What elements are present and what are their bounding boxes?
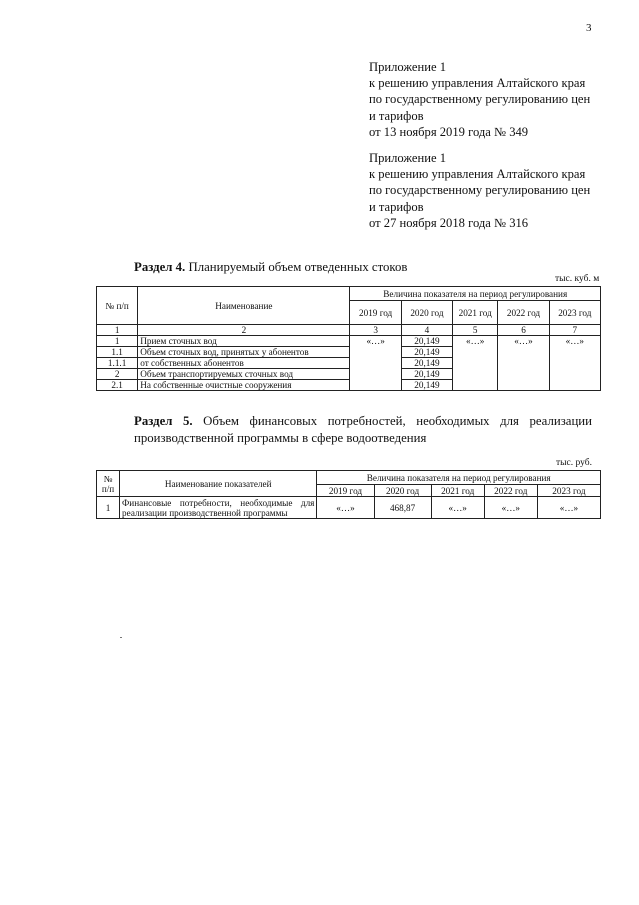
value-2023: «…» bbox=[549, 336, 600, 391]
header-name: Наименование bbox=[138, 287, 350, 325]
row-name: Финансовые потребности, необходимые для реализации производственной программы bbox=[120, 497, 317, 519]
annex-line: и тарифов bbox=[369, 199, 424, 214]
row-name: На собственные очистные сооружения bbox=[138, 380, 350, 391]
row-num: 1.1.1 bbox=[97, 358, 138, 369]
annex-line: от 13 ноября 2019 года № 349 bbox=[369, 124, 529, 139]
annex-line: от 27 ноября 2018 года № 316 bbox=[369, 215, 529, 230]
value-2021: «…» bbox=[431, 497, 484, 519]
row-num: 1 bbox=[97, 336, 138, 347]
value-2022: «…» bbox=[484, 497, 537, 519]
header-num: № п/п bbox=[97, 287, 138, 325]
header-year: 2021 год bbox=[453, 301, 498, 325]
value-2020: 20,149 bbox=[401, 369, 452, 380]
annex-line: к решению управления Алтайского края bbox=[369, 76, 586, 91]
header-year: 2021 год bbox=[431, 485, 484, 497]
section-4-caption: Планируемый объем отведенных стоков bbox=[185, 260, 408, 274]
row-num: 2 bbox=[97, 369, 138, 380]
annex-line: по государственному регулированию цен bbox=[369, 92, 591, 107]
header-year: 2023 год bbox=[549, 301, 600, 325]
value-2019: «…» bbox=[350, 336, 401, 391]
value-2020: 468,87 bbox=[374, 497, 431, 519]
section-4-table bbox=[96, 286, 601, 391]
section-5-table bbox=[96, 470, 601, 519]
section-5-units: тыс. руб. bbox=[556, 458, 592, 468]
header-period: Величина показателя на период регулирования bbox=[317, 471, 601, 485]
column-number: 6 bbox=[498, 325, 549, 336]
header-year: 2020 год bbox=[401, 301, 452, 325]
scan-speck bbox=[120, 637, 122, 638]
row-num: 1 bbox=[97, 497, 120, 519]
annex-line: Приложение 1 bbox=[369, 60, 447, 74]
annex-line: по государственному регулированию цен bbox=[369, 183, 591, 198]
header-year: 2020 год bbox=[374, 485, 431, 497]
section-5-label: Раздел 5. bbox=[134, 414, 193, 428]
header-year: 2019 год bbox=[350, 301, 401, 325]
row-name: Объем транспортируемых сточных вод bbox=[138, 369, 350, 380]
section-5-title bbox=[134, 413, 592, 447]
column-number: 7 bbox=[549, 325, 600, 336]
header-year: 2019 год bbox=[317, 485, 374, 497]
annex-line: и тарифов bbox=[369, 108, 424, 123]
value-2022: «…» bbox=[498, 336, 549, 391]
column-number: 1 bbox=[97, 325, 138, 336]
column-number: 4 bbox=[401, 325, 452, 336]
header-name: Наименование показателей bbox=[120, 471, 317, 497]
header-period: Величина показателя на период регулирования bbox=[350, 287, 601, 301]
page-number: 3 bbox=[586, 22, 592, 34]
column-number: 3 bbox=[350, 325, 401, 336]
header-num: № п/п bbox=[97, 471, 120, 497]
row-name: Объем сточных вод, принятых у абонентов bbox=[138, 347, 350, 358]
row-name: от собственных абонентов bbox=[138, 358, 350, 369]
column-number: 5 bbox=[453, 325, 498, 336]
section-4-title bbox=[134, 259, 407, 276]
value-2020: 20,149 bbox=[401, 347, 452, 358]
value-2019: «…» bbox=[317, 497, 374, 519]
row-name: Прием сточных вод bbox=[138, 336, 350, 347]
header-year: 2022 год bbox=[484, 485, 537, 497]
table-row bbox=[97, 497, 601, 519]
value-2020: 20,149 bbox=[401, 336, 452, 347]
value-2023: «…» bbox=[537, 497, 600, 519]
section-5-caption: Объем финансовых потребностей, необходимых для реализации производственной программы в сфере водоотведения bbox=[134, 414, 592, 445]
row-num: 2.1 bbox=[97, 380, 138, 391]
table-row bbox=[97, 336, 601, 347]
annex-header-previous bbox=[369, 150, 590, 231]
section-4-units: тыс. куб. м bbox=[555, 274, 600, 284]
value-2021: «…» bbox=[453, 336, 498, 391]
column-number: 2 bbox=[138, 325, 350, 336]
header-year: 2022 год bbox=[498, 301, 549, 325]
value-2020: 20,149 bbox=[401, 358, 452, 369]
annex-line: Приложение 1 bbox=[369, 151, 447, 165]
header-year: 2023 год bbox=[537, 485, 600, 497]
annex-header-current bbox=[369, 59, 590, 140]
annex-line: к решению управления Алтайского края bbox=[369, 167, 586, 182]
row-num: 1.1 bbox=[97, 347, 138, 358]
section-4-label: Раздел 4. bbox=[134, 260, 186, 274]
value-2020: 20,149 bbox=[401, 380, 452, 391]
